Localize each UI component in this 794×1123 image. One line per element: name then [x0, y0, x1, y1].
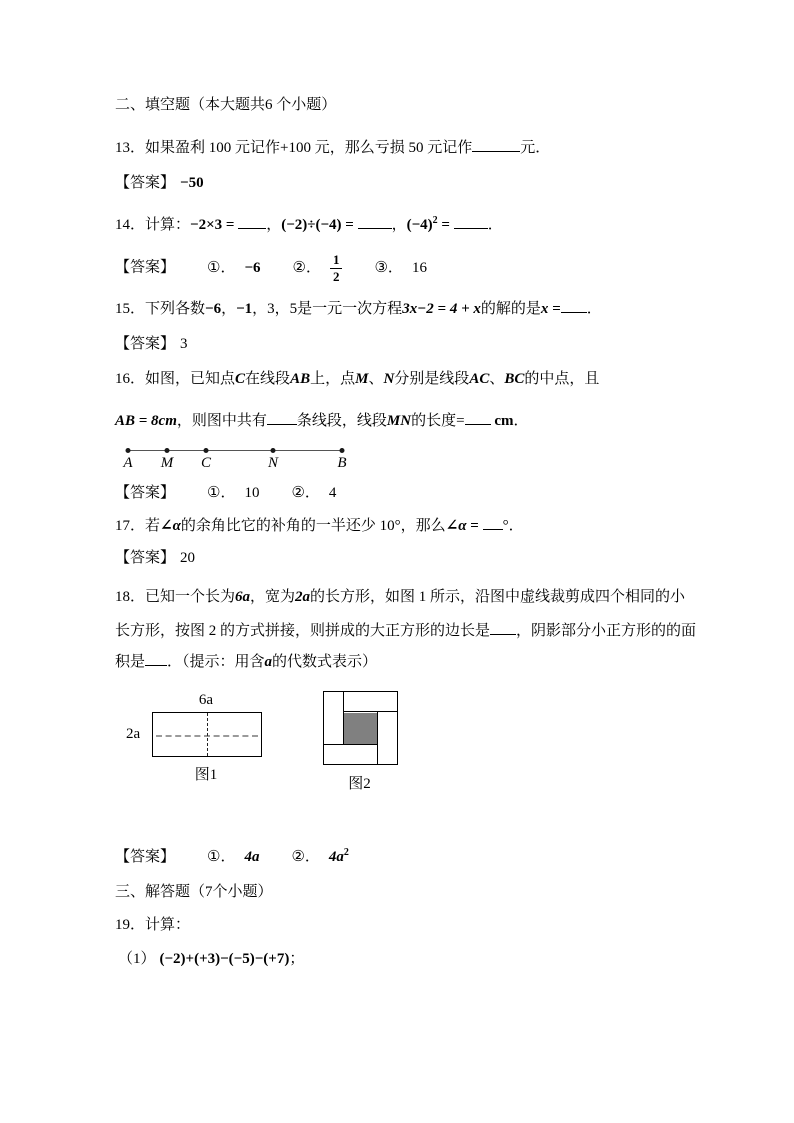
- question-13: [115, 137, 550, 159]
- question-16-text: 分别是线段: [394, 371, 470, 387]
- figure2-shaded-square: [344, 713, 376, 744]
- point-label: B: [337, 455, 347, 471]
- answer-15-value: 3: [180, 336, 188, 352]
- question-17-angle: ∠α: [445, 518, 467, 534]
- figure1-vertical-dashed-line: [207, 713, 208, 756]
- question-18-number: 18．: [115, 589, 146, 605]
- question-17-equals: =: [466, 518, 479, 534]
- question-16-period: ．: [513, 413, 529, 429]
- question-16-blank2: [465, 410, 491, 425]
- answer-18-marker-1: ①．: [207, 849, 236, 865]
- answer-label: 【答案】: [115, 849, 176, 865]
- question-15-blank: [561, 298, 587, 313]
- point-dot: [165, 448, 170, 453]
- answer-14-marker-3: ③．: [374, 259, 403, 276]
- question-17-blank: [483, 515, 503, 530]
- question-16-text: 、: [489, 371, 505, 387]
- answer-14-value-2-fraction: [330, 253, 343, 283]
- figure1-rectangle: [152, 712, 262, 757]
- question-14-comma2: ，: [391, 217, 407, 233]
- question-16-line2: [115, 410, 528, 432]
- question-16-segment-diagram: [115, 442, 365, 480]
- answer-label: 【答案】: [115, 336, 176, 352]
- point-dot: [340, 448, 345, 453]
- question-14-expr1: −2×3 =: [190, 217, 235, 233]
- question-14-number: 14．: [115, 217, 146, 233]
- question-17-angle: ∠α: [160, 518, 181, 534]
- point-dot: [126, 448, 131, 453]
- question-14: [115, 214, 503, 236]
- question-16-blank1: [267, 410, 297, 425]
- question-15-number: 15．: [115, 301, 146, 317]
- point-label: N: [267, 455, 279, 471]
- question-16-text: 如图，已知点: [145, 371, 236, 387]
- question-17-number: 17．: [115, 518, 146, 534]
- answer-18: [115, 846, 349, 868]
- answer-13: [115, 174, 204, 194]
- question-15-text: 下列各数: [145, 301, 206, 317]
- fraction-numerator: 1: [330, 253, 343, 269]
- question-18-blank2: [145, 651, 167, 666]
- question-17-text: 若: [145, 518, 161, 534]
- question-16-text: 的长度=: [411, 413, 465, 429]
- answer-17: [115, 549, 195, 569]
- question-18-line2: [115, 620, 696, 642]
- question-14-label: 计算：: [145, 217, 191, 233]
- answer-14-value-1: −6: [244, 259, 261, 276]
- answer-label: 【答案】: [115, 550, 176, 566]
- question-19-number: 19．: [115, 917, 146, 933]
- question-19: [115, 916, 190, 936]
- question-16-math: BC: [504, 371, 525, 387]
- section-heading-text: 三、解答题（7个小题）: [115, 884, 273, 900]
- section-heading-text: 二、填空题（本大题共6 个小题）: [115, 97, 337, 113]
- point-label: A: [123, 455, 133, 471]
- question-14-blank3: [454, 214, 488, 229]
- answer-16-marker-2: ②．: [291, 485, 320, 501]
- answer-16-value-2: 4: [328, 485, 337, 501]
- answer-16: [115, 484, 336, 504]
- question-18-text: 积是: [115, 654, 146, 670]
- question-18-text: 的长方形，如图 1 所示，沿图中虚线裁剪成四个相同的小: [310, 589, 686, 605]
- question-13-text-after: 元．: [520, 140, 551, 156]
- question-16-math: C: [235, 371, 246, 387]
- point-dot: [204, 448, 209, 453]
- question-17-text: 的余角比它的补角的一半还少 10°，那么: [180, 518, 446, 534]
- question-16-text: 条线段，线段: [296, 413, 387, 429]
- figure1-caption: 图1: [194, 767, 218, 783]
- question-16-math: M: [355, 371, 369, 387]
- segment-line: [128, 450, 342, 451]
- question-14-comma1: ，: [266, 217, 282, 233]
- question-16-math: MN: [386, 413, 412, 429]
- answer-label: 【答案】: [115, 175, 176, 191]
- figure1-left-label: 2a: [126, 726, 141, 742]
- question-16-math: AB: [290, 371, 311, 387]
- question-18-math: 2a: [295, 589, 311, 605]
- question-16-text: 在线段: [245, 371, 291, 387]
- question-16-unit: cm: [494, 413, 514, 429]
- figure2-inner-line: [377, 711, 378, 764]
- question-19-part-marker: （1）: [118, 951, 156, 967]
- question-13-number: 13．: [115, 140, 146, 156]
- answer-14-marker-2: ②．: [292, 259, 321, 276]
- answer-18-marker-2: ②．: [291, 849, 320, 865]
- question-16-math: N: [383, 371, 395, 387]
- question-14-period: ．: [487, 217, 503, 233]
- question-14-blank2: [358, 214, 392, 229]
- question-18-text: ，宽为: [250, 589, 296, 605]
- question-16-text: 上，点: [310, 371, 356, 387]
- question-15-period: ．: [586, 301, 602, 317]
- question-18-text: 已知一个长为: [145, 589, 236, 605]
- figure1-top-label: 6a: [198, 692, 214, 708]
- question-14-expr3-exponent: 2: [432, 215, 438, 226]
- question-15-equation: 3x−2 = 4 + x: [402, 301, 481, 317]
- question-18-text: 长方形，按图 2 的方式拼接，则拼成的大正方形的边长是: [115, 623, 491, 639]
- question-18-text: 的代数式表示）: [272, 654, 378, 670]
- answer-label: 【答案】: [115, 259, 176, 276]
- question-19-label: 计算：: [145, 917, 191, 933]
- question-18-line1: [115, 588, 685, 608]
- answer-18-value-2-exponent: 2: [343, 847, 349, 858]
- answer-16-value-1: 10: [244, 485, 260, 501]
- answer-18-value-1: 4a: [244, 849, 260, 865]
- answer-14-marker-1: ①．: [207, 259, 236, 276]
- point-label: C: [200, 455, 212, 471]
- question-14-expr2: (−2)÷(−4) =: [281, 217, 354, 233]
- answer-15: [115, 335, 188, 355]
- question-13-text: 如果盈利 100 元记作+100 元，那么亏损 50 元记作: [145, 140, 473, 156]
- section-heading-fill-in: [115, 96, 336, 116]
- question-14-blank1: [238, 214, 266, 229]
- question-15-text: ，: [221, 301, 237, 317]
- figure2-inner-line: [324, 744, 377, 745]
- question-16-text: ，则图中共有: [176, 413, 267, 429]
- point-dot: [271, 448, 276, 453]
- answer-14: [115, 253, 427, 283]
- answer-14-value-3: 16: [411, 259, 427, 276]
- figure2-square: [323, 691, 398, 765]
- question-15: [115, 298, 602, 320]
- question-16-text: 的中点，且: [524, 371, 600, 387]
- question-17: [115, 515, 524, 537]
- question-19-part1: [118, 950, 304, 970]
- question-15-text: ，3，5是一元一次方程: [252, 301, 403, 317]
- question-15-text: 的解的是: [480, 301, 541, 317]
- question-18-math: a: [264, 654, 273, 670]
- answer-17-value: 20: [180, 550, 196, 566]
- question-13-blank: [472, 137, 520, 152]
- answer-13-value: −50: [180, 175, 204, 191]
- answer-16-marker-1: ①．: [207, 485, 236, 501]
- question-14-expr3-equals: =: [437, 217, 450, 233]
- question-15-math: −6: [205, 301, 222, 317]
- question-19-expression: (−2)+(+3)−(−5)−(+7): [159, 951, 290, 967]
- question-17-degree: °．: [502, 518, 524, 534]
- question-14-expr3: (−4): [406, 217, 433, 233]
- question-16-math: AC: [469, 371, 490, 387]
- question-15-math: x =: [540, 301, 561, 317]
- question-15-math: −1: [236, 301, 253, 317]
- fraction-denominator: 2: [332, 268, 340, 284]
- answer-18-value-2: 4a: [328, 849, 344, 865]
- question-18-text: ．（提示：用含: [167, 654, 265, 670]
- question-18-math: 6a: [235, 589, 251, 605]
- answer-label: 【答案】: [115, 485, 176, 501]
- section-heading-solve: [115, 883, 273, 903]
- question-16-line1: [115, 370, 599, 390]
- question-18-blank1: [490, 620, 516, 635]
- question-16-text: 、: [368, 371, 384, 387]
- question-16-math: AB = 8cm: [115, 413, 177, 429]
- point-label: M: [160, 455, 174, 471]
- question-19-semicolon: ；: [289, 951, 305, 967]
- figure2-caption: 图2: [348, 776, 371, 792]
- question-18-line3: [115, 651, 377, 673]
- question-18-text: ，阴影部分小正方形的的面: [516, 623, 697, 639]
- question-16-number: 16．: [115, 371, 146, 387]
